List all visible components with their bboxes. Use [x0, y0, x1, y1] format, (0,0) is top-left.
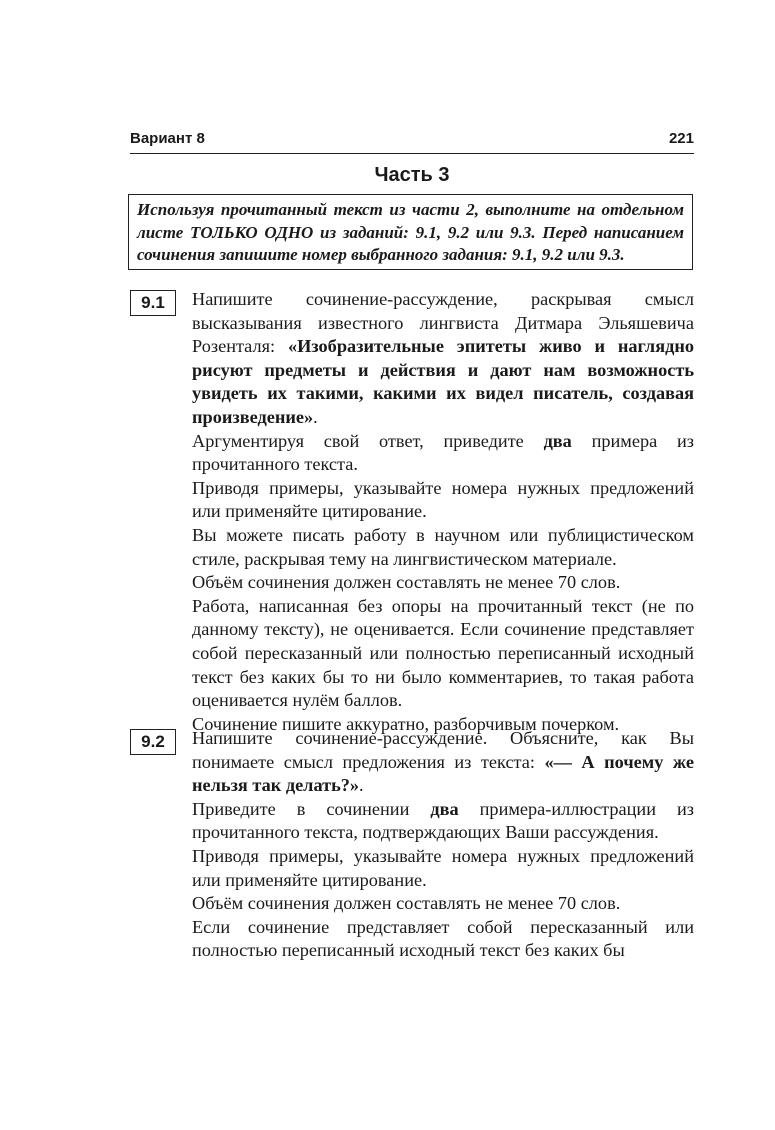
task-text: .: [313, 406, 318, 427]
instruction-box: [128, 194, 693, 270]
task-text: Напишите сочинение-рассуждение, раскрывая смысл высказывания известного лингвиста Дитмара Эльяшевича Розенталя:: [192, 289, 694, 357]
task-paragraph: Вы можете писать работу в научном или публицистическом стиле, раскрывая тему на лингвистическом материале.: [192, 524, 694, 569]
page-number: 221: [668, 130, 694, 147]
task-text: Аргументируя свой ответ, приведите: [192, 430, 544, 451]
task-paragraph: [192, 727, 694, 798]
task-body: [192, 288, 694, 736]
header-divider: [130, 153, 694, 154]
emphasis-text: два: [430, 798, 459, 819]
task-paragraph: Объём сочинения должен составлять не менее 70 слов.: [192, 893, 621, 914]
running-head: [130, 128, 694, 150]
task-paragraph: Объём сочинения должен составлять не менее 70 слов.: [192, 572, 621, 593]
task-paragraph: Приводя примеры, указывайте номера нужных предложений или применяйте цитирование.: [192, 845, 694, 890]
emphasis-text: два: [543, 430, 572, 451]
task-text: примера из прочитанного текста.: [192, 430, 694, 475]
task-number-badge: 9.2: [130, 729, 176, 755]
task-text: Напишите сочинение-рассуждение. Объясните, как Вы понимаете смысл предложения из текста:: [192, 728, 694, 772]
quote-text: «Изобразительные эпитеты живо и наглядно рисуют предметы и действия и дают нам возможность увидеть их такими, какими их видел писатель, создавая произведение»: [192, 336, 695, 427]
quote-text: «— А почему же нельзя так делать?»: [192, 751, 694, 796]
task-paragraph: Если сочинение представляет собой пересказанный или полностью переписанный исходный текст без каких бы: [192, 916, 694, 961]
task-paragraph: [192, 798, 694, 845]
instruction-text: Используя прочитанный текст из части 2, выполните на отдельном листе ТОЛЬКО ОДНО из заданий: 9.1, 9.2 или 9.3. Перед написанием сочинения запишите номер выбранного задания: 9.1, 9.2 или 9.3.: [137, 200, 684, 264]
task-text: Приведите в сочинении: [192, 798, 431, 819]
task-paragraph: Работа, написанная без опоры на прочитанный текст (не по данному тексту), не оценивается. Если сочинение представляет собой пересказанный или полностью переписанный исходный текст без каких бы то ни было комментариев, то такая работа оценивается нулём баллов.: [192, 595, 694, 711]
task-paragraph: Сочинение пишите аккуратно, разборчивым почерком.: [192, 713, 620, 734]
task-paragraph: Приводя примеры, указывайте номера нужных предложений или применяйте цитирование.: [192, 477, 694, 522]
task-body: [192, 727, 694, 963]
task-paragraph: [192, 430, 694, 477]
variant-label: Вариант 8: [130, 130, 205, 147]
task-paragraph: [192, 288, 694, 430]
task-text: примера-иллюстрации из прочитанного текста, подтверждающих Ваши рассуждения.: [192, 798, 695, 843]
task-number-badge: 9.1: [130, 290, 176, 316]
task-text: .: [359, 775, 364, 796]
part-title: Часть 3: [374, 164, 450, 186]
